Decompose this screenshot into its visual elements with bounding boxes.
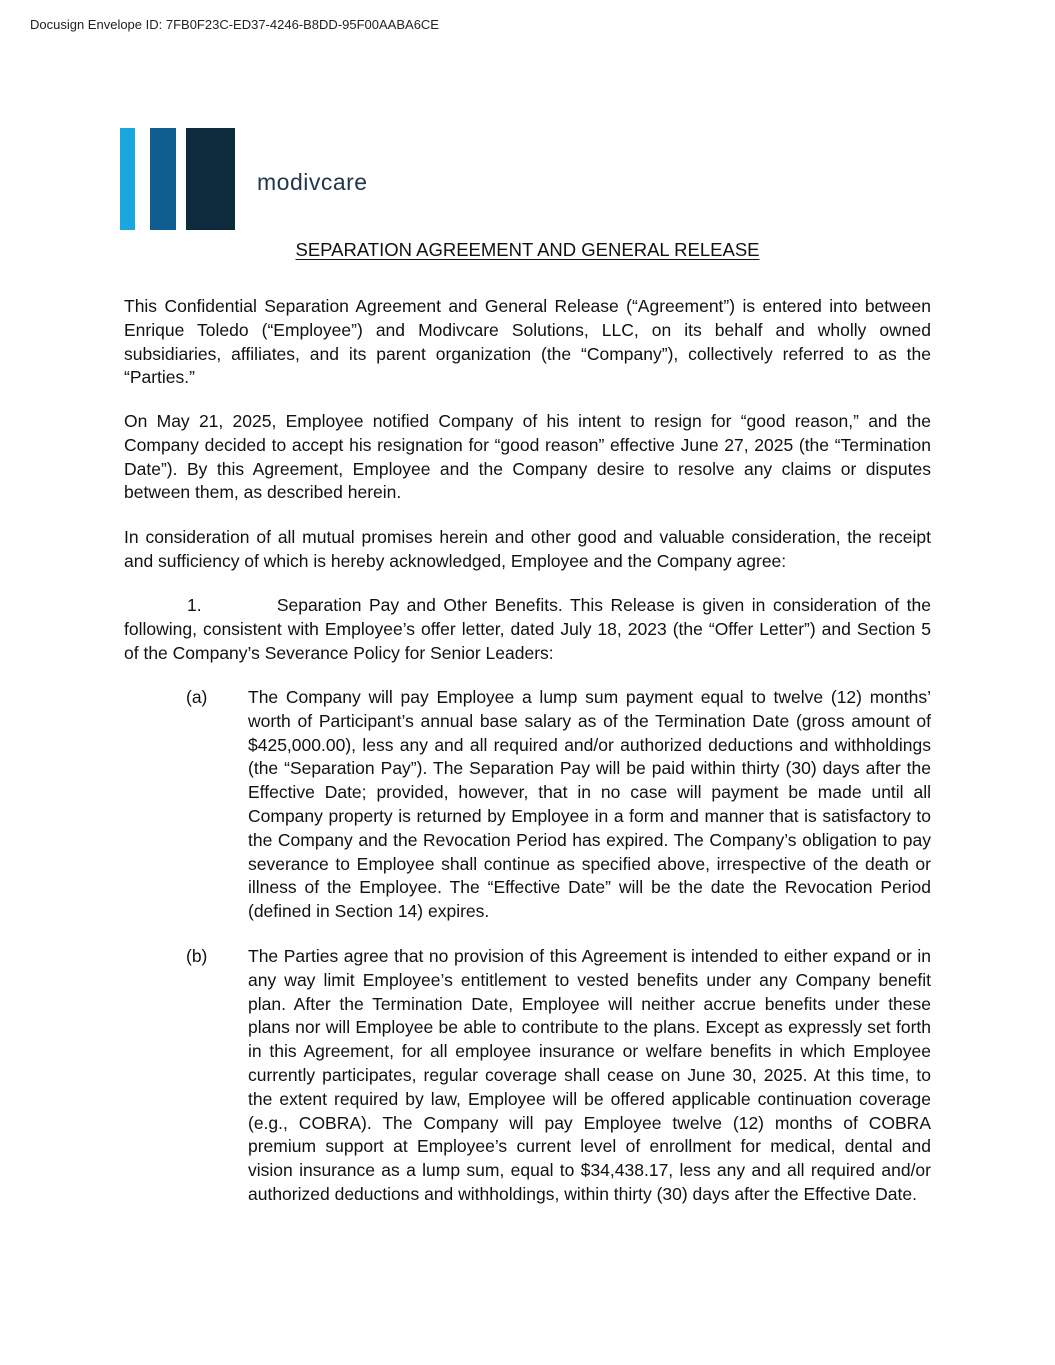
envelope-id: Docusign Envelope ID: 7FB0F23C-ED37-4246-B8DD-95F00AABA6CE (30, 17, 439, 32)
logo-bar-dark (186, 128, 235, 230)
company-logo (120, 128, 420, 230)
list-item-text: The Company will pay Employee a lump sum payment equal to twelve (12) months’ worth of Participant’s annual base salary as of the Termination Date (gross amount of $425,000.00), less any and all required and/or authorized deductions and withholdings (the “Separation Pay”). The Separation Pay will be paid within thirty (30) days after the Effective Date; provided, however, that in no case will payment be made until all Company property is returned by Employee in a form and manner that is satisfactory to the Company and the Revocation Period has expired. The Company’s obligation to pay severance to Employee shall continue as specified above, irrespective of the death or illness of the Employee. The “Effective Date” will be the date the Revocation Period (defined in Section 14) expires. (248, 687, 931, 922)
list-item-text: The Parties agree that no provision of this Agreement is intended to either expand or in any way limit Employee’s entitlement to vested benefits under any Company benefit plan. After the Termination Date, Employee will neither accrue benefits under these plans nor will Employee be able to contribute to the plans. Except as expressly set forth in this Agreement, for all employee insurance or welfare benefits in which Employee currently participates, regular coverage shall cease on June 30, 2025. At this time, to the extent required by law, Employee will be offered applicable continuation coverage (e.g., COBRA). The Company will pay Employee twelve (12) months of COBRA premium support at Employee’s current level of enrollment for medical, dental and vision insurance as a lump sum, equal to $34,438.17, less any and all required and/or authorized deductions and withholdings, within thirty (30) days after the Effective Date. (248, 946, 931, 1204)
section-1-paragraph: 1. Separation Pay and Other Benefits. This Release is given in consideration of the following, consistent with Employee’s offer letter, dated July 18, 2023 (the “Offer Letter”) and Section 5 of the Company’s Severance Policy for Senior Leaders: (124, 595, 931, 663)
consideration-paragraph: In consideration of all mutual promises herein and other good and valuable consideration, the receipt and sufficiency of which is hereby acknowledged, Employee and the Company agree: (124, 527, 931, 571)
logo-bar-light (120, 128, 135, 230)
intro-paragraph: This Confidential Separation Agreement and General Release (“Agreement”) is entered into between Enrique Toledo (“Employee”) and Modivcare Solutions, LLC, on its behalf and wholly owned subsidiaries, affiliates, and its parent organization (the “Company”), collectively referred to as the “Parties.” (124, 296, 931, 388)
logo-bar-medium (150, 128, 176, 230)
list-marker: (b) (186, 946, 208, 966)
brand-name: modivcare (257, 169, 368, 195)
resignation-paragraph: On May 21, 2025, Employee notified Company of his intent to resign for “good reason,” and the Company decided to accept his resignation for “good reason” effective June 27, 2025 (the “Termination Date”). By this Agreement, Employee and the Company desire to resolve any claims or disputes between them, as described herein. (124, 411, 931, 503)
document-title: SEPARATION AGREEMENT AND GENERAL RELEASE (295, 239, 760, 260)
list-marker: (a) (186, 687, 208, 707)
